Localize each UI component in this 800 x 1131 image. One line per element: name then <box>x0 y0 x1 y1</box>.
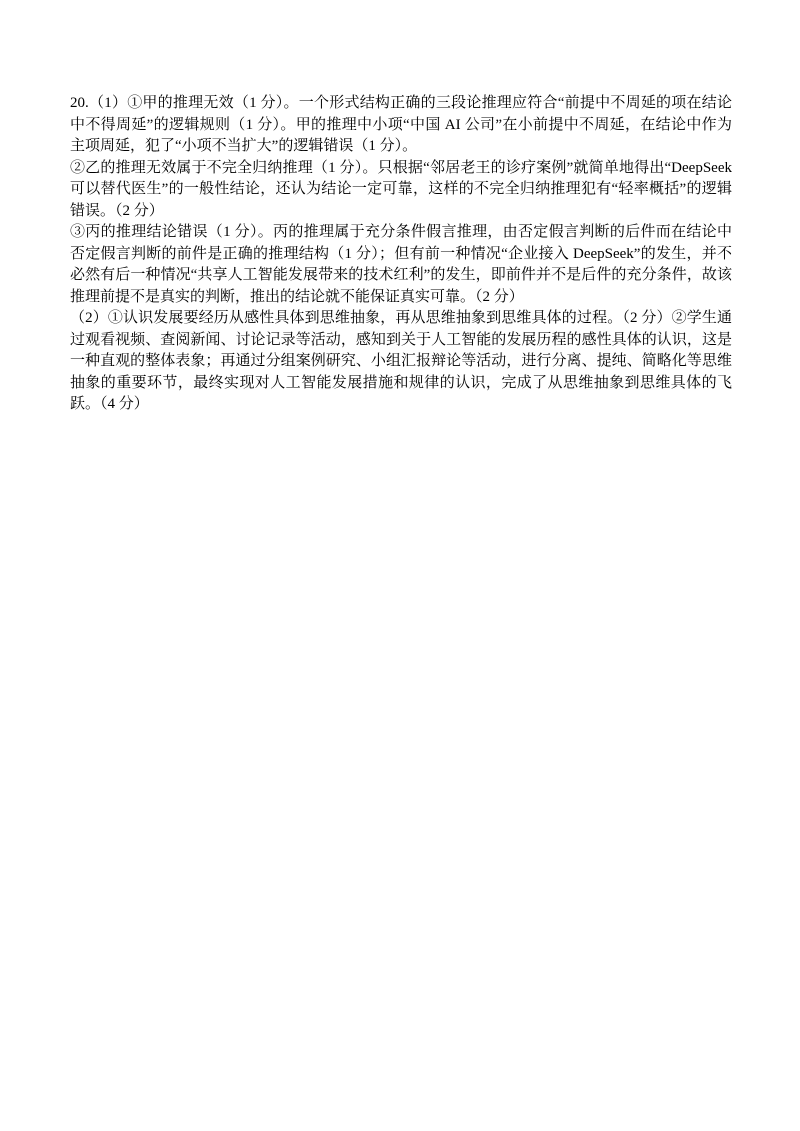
answer-paragraph-q20-1-1: 20.（1）①甲的推理无效（1 分）。一个形式结构正确的三段论推理应符合“前提中不周延的项在结论中不得周延”的逻辑规则（1 分）。甲的推理中小项“中国 AI 公司”在小前提中不周延，在结论中作为主项周延，犯了“小项不当扩大”的逻辑错误（1 分）。 <box>70 95 732 154</box>
answer-text-block <box>70 93 732 416</box>
answer-paragraph-q20-2: （2）①认识发展要经历从感性具体到思维抽象，再从思维抽象到思维具体的过程。（2 分）②学生通过观看视频、查阅新闻、讨论记录等活动，感知到关于人工智能的发展历程的感性具体的认识，这是一种直观的整体表象；再通过分组案例研究、小组汇报辩论等活动，进行分离、提纯、简略化等思维抽象的重要环节，最终实现对人工智能发展措施和规律的认识，完成了从思维抽象到思维具体的飞跃。（4 分） <box>70 310 732 412</box>
answer-paragraph-q20-1-3: ③丙的推理结论错误（1 分）。丙的推理属于充分条件假言推理，由否定假言判断的后件而在结论中否定假言判断的前件是正确的推理结构（1 分）；但有前一种情况“企业接入 DeepSeek”的发生，并不必然有后一种情况“共享人工智能发展带来的技术红利”的发生，即前件并不是后件的充分条件，故该推理前提不是真实的判断，推出的结论就不能保证真实可靠。（2 分） <box>70 224 732 305</box>
answer-paragraph-q20-1-2: ②乙的推理无效属于不完全归纳推理（1 分）。只根据“邻居老王的诊疗案例”就简单地得出“DeepSeek 可以替代医生”的一般性结论，还认为结论一定可靠，这样的不完全归纳推理犯有“轻率概括”的逻辑错误。（2 分） <box>70 159 732 219</box>
